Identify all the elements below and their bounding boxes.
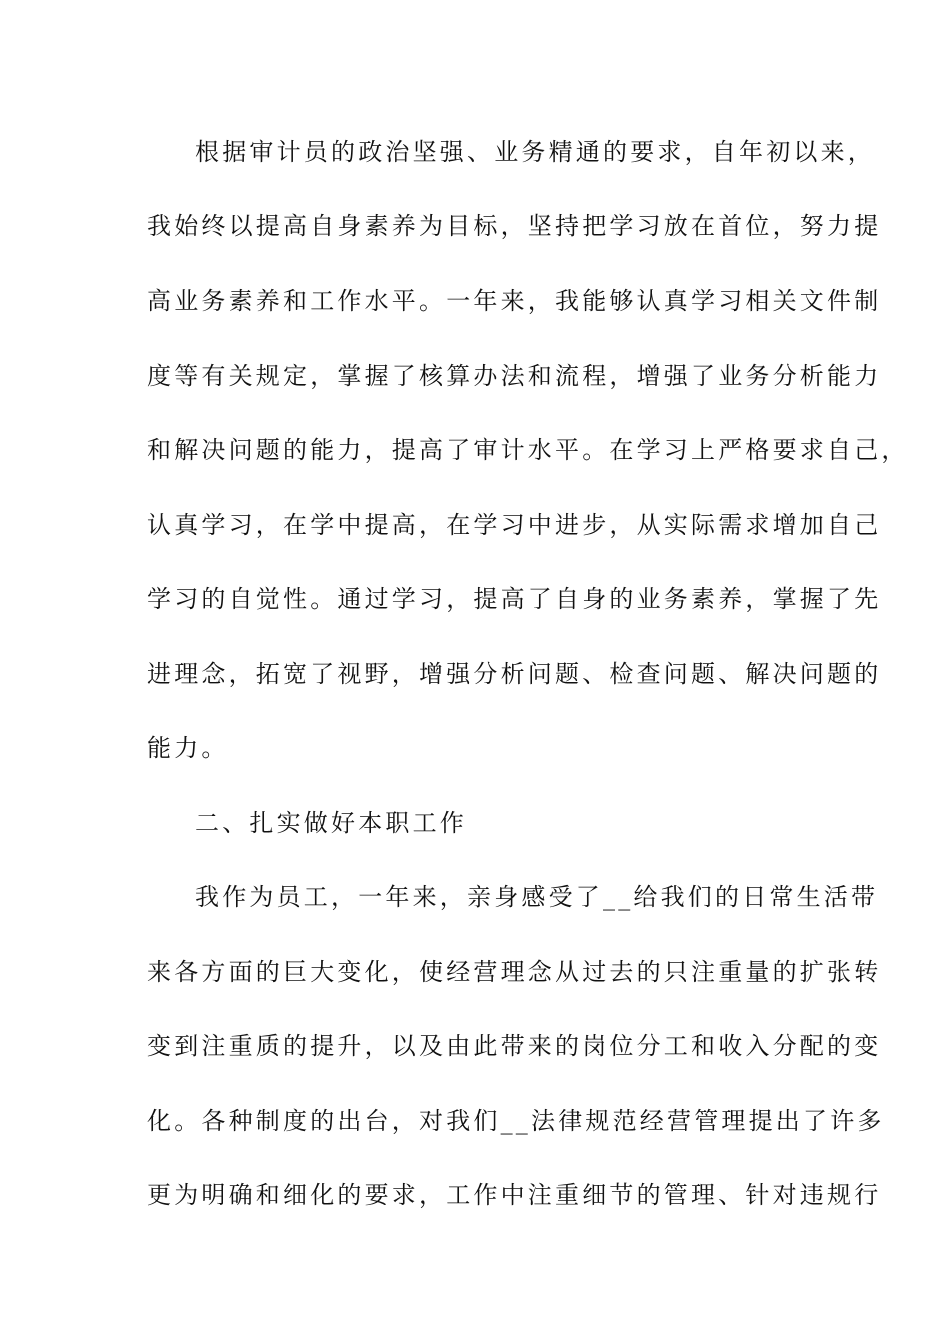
paragraph-1-line-2: 我始终以提高自身素养为目标，坚持把学习放在首位，努力提 (147, 212, 882, 240)
paragraph-2-line-4: 化。各种制度的出台，对我们__法律规范经营管理提出了许多 (147, 1107, 885, 1135)
paragraph-1-line-8: 进理念，拓宽了视野，增强分析问题、检查问题、解决问题的 (147, 660, 882, 688)
paragraph-1-line-5: 和解决问题的能力，提高了审计水平。在学习上严格要求自己， (147, 436, 909, 464)
paragraph-2-line-2: 来各方面的巨大变化，使经营理念从过去的只注重量的扩张转 (147, 958, 882, 986)
paragraph-1-line-7: 学习的自觉性。通过学习，提高了自身的业务素养，掌握了先 (147, 585, 882, 613)
paragraph-1-line-6: 认真学习，在学中提高，在学习中进步，从实际需求增加自己 (147, 511, 882, 539)
paragraph-2-line-3: 变到注重质的提升，以及由此带来的岗位分工和收入分配的变 (147, 1032, 882, 1060)
paragraph-2-line-1: 我作为员工，一年来，亲身感受了__给我们的日常生活带 (195, 883, 879, 911)
paragraph-1-line-3: 高业务素养和工作水平。一年来，我能够认真学习相关文件制 (147, 287, 882, 315)
paragraph-1-line-1: 根据审计员的政治坚强、业务精通的要求，自年初以来， (195, 138, 875, 166)
section-heading: 二、扎实做好本职工作 (195, 809, 467, 837)
paragraph-1-line-9: 能力。 (147, 734, 229, 762)
paragraph-1-line-4: 度等有关规定，掌握了核算办法和流程，增强了业务分析能力 (147, 362, 882, 390)
paragraph-2-line-5: 更为明确和细化的要求，工作中注重细节的管理、针对违规行 (147, 1181, 882, 1209)
